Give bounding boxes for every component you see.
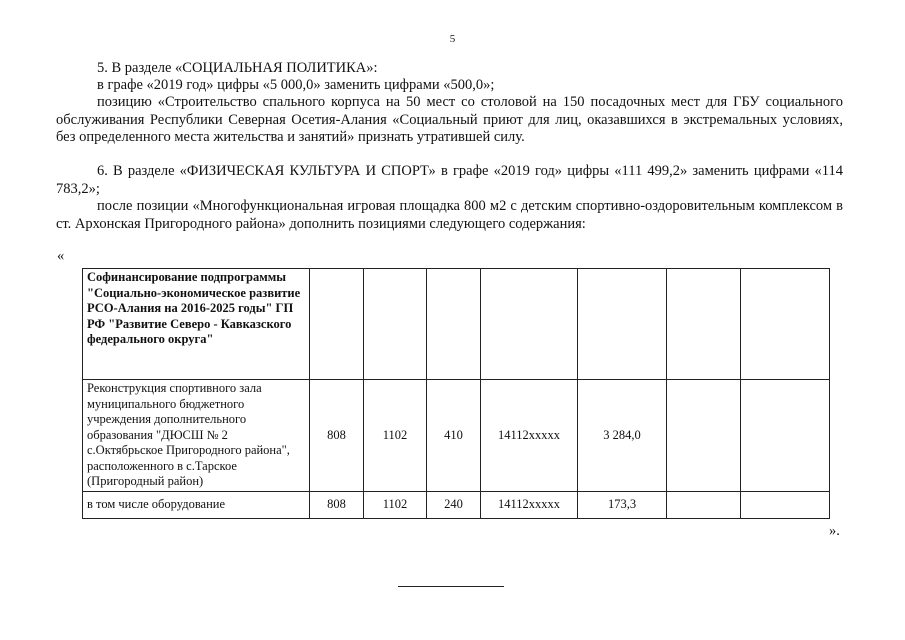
cell-amount: 173,3 xyxy=(578,491,667,518)
cell-ministry-code xyxy=(310,269,364,380)
row-description: Реконструкция спортивного зала муниципального бюджетного учреждения дополнительного образования "ДЮСШ № 2 с.Октябрьское Пригородного района", расположенного в с.Тарское (Пригородный район) xyxy=(83,380,310,492)
row-description: в том числе оборудование xyxy=(83,491,310,518)
section-5-item-2: позицию «Строительство спального корпуса на 50 мест со столовой на 150 посадочных мест для ГБУ социального обслуживания Республики Северная Осетия-Алания «Социальный приют для лиц, оказавшихся в экстремальных условиях, без определенного места жительства и занятий» признать утратившей силу. xyxy=(56,94,843,145)
section-6-item-1: после позиции «Многофункциональная игровая площадка 800 м2 с детским спортивно-оздоровительным комплексом в ст. Архонская Пригородного района» дополнить позициями следующего содержания: xyxy=(56,198,843,232)
table-row xyxy=(83,380,830,492)
cell-target-article: 14112xxxxx xyxy=(481,380,578,492)
row-description: Софинансирование подпрограммы "Социально-экономическое развитие РСО-Алания на 2016-2025 годы" ГП РФ "Развитие Северо - Кавказского федерального округа" xyxy=(83,269,310,380)
cell-expense-type: 410 xyxy=(427,380,481,492)
opening-quote: « xyxy=(57,248,65,264)
cell-target-article: 14112xxxxx xyxy=(481,491,578,518)
cell-expense-type xyxy=(427,269,481,380)
cell-target-article xyxy=(481,269,578,380)
cell-section-code: 1102 xyxy=(364,380,427,492)
cell-amount xyxy=(578,269,667,380)
cell-extra-1 xyxy=(667,269,741,380)
cell-section-code xyxy=(364,269,427,380)
cell-section-code: 1102 xyxy=(364,491,427,518)
section-5-item-1: в графе «2019 год» цифры «5 000,0» заменить цифрами «500,0»; xyxy=(97,77,495,93)
cell-ministry-code: 808 xyxy=(310,491,364,518)
cell-extra-1 xyxy=(667,491,741,518)
cell-extra-2 xyxy=(741,380,830,492)
closing-quote: ». xyxy=(829,523,840,539)
section-6-heading: 6. В разделе «ФИЗИЧЕСКАЯ КУЛЬТУРА И СПОРТ» в графе «2019 год» цифры «111 499,2» заменить цифрами «114 783,2»; xyxy=(56,163,843,197)
budget-table xyxy=(82,268,830,519)
section-5-heading: 5. В разделе «СОЦИАЛЬНАЯ ПОЛИТИКА»: xyxy=(97,60,378,76)
table-row xyxy=(83,269,830,380)
cell-extra-2 xyxy=(741,491,830,518)
cell-ministry-code: 808 xyxy=(310,380,364,492)
footer-divider xyxy=(398,586,504,587)
cell-expense-type: 240 xyxy=(427,491,481,518)
cell-amount: 3 284,0 xyxy=(578,380,667,492)
page-number: 5 xyxy=(449,33,456,45)
table-row xyxy=(83,491,830,518)
cell-extra-1 xyxy=(667,380,741,492)
cell-extra-2 xyxy=(741,269,830,380)
